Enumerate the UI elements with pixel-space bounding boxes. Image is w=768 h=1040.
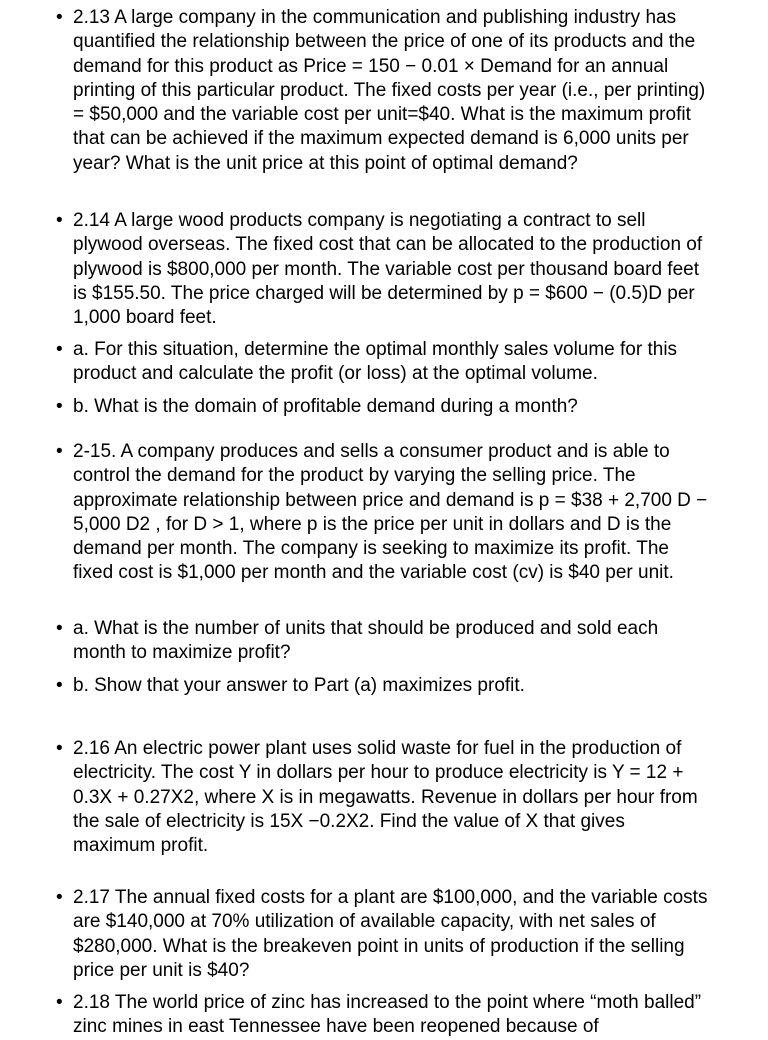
problem-2-17: [56, 886, 712, 983]
problem-text: b. Show that your answer to Part (a) maximizes profit.: [73, 675, 525, 696]
problem-2-16: [56, 737, 712, 858]
problem-text: b. What is the domain of profitable demand during a month?: [73, 396, 578, 417]
problem-text: 2.16 An electric power plant uses solid waste for fuel in the production of electricity. The cost Y in dollars per hour to produce electricity is Y = 12 + 0.3X + 0.27X2, where X is in megawatts. Revenue in dollars per hour from the sale of electricity is 15X −0.2X2. Find the value of X that gives maximum profit.: [73, 738, 698, 857]
bullet-icon: •: [56, 675, 63, 696]
bullet-icon: •: [56, 396, 63, 417]
problem-text: 2.18 The world price of zinc has increased to the point where “moth balled” zinc mines in east Tennessee have been reopened because of: [73, 992, 702, 1038]
problem-2-14: [56, 209, 712, 330]
problem-text: 2.13 A large company in the communication and publishing industry has quantified the relationship between the price of one of its products and the demand for this product as Price = 150 − 0.01 × Demand for an annual printing of this particular product. The fixed costs per year (i.e., per printing) = $50,000 and the variable cost per unit=$40. What is the maximum profit that can be achieved if the maximum expected demand is 6,000 units per year? What is the unit price at this point of optimal demand?: [73, 7, 706, 174]
bullet-icon: •: [56, 7, 63, 28]
problem-text: 2-15. A company produces and sells a consumer product and is able to control the demand for the product by varying the selling price. The approximate relationship between price and demand is p = $38 + 2,700 D − 5,000 D2 , for D > 1, where p is the price per unit in dollars and D is the demand per month. The company is seeking to maximize its profit. The fixed cost is $1,000 per month and the variable cost (cv) is $40 per unit.: [73, 441, 708, 584]
bullet-icon: •: [56, 210, 63, 231]
bullet-icon: •: [56, 339, 63, 360]
bullet-icon: •: [56, 887, 63, 908]
problem-2-15-part-b: [56, 674, 712, 698]
problem-2-15-part-a: [56, 617, 712, 666]
problem-text: a. For this situation, determine the optimal monthly sales volume for this product and calculate the profit (or loss) at the optimal volume.: [73, 339, 678, 385]
problem-2-15: [56, 440, 712, 586]
problem-text: 2.17 The annual fixed costs for a plant are $100,000, and the variable costs are $140,000 at 70% utilization of available capacity, with net sales of $280,000. What is the breakeven point in units of production if the selling price per unit is $40?: [73, 887, 708, 981]
problem-2-14-part-b: [56, 395, 712, 419]
problem-2-13: [56, 6, 712, 176]
bullet-icon: •: [56, 441, 63, 462]
bullet-icon: •: [56, 992, 63, 1013]
bullet-icon: •: [56, 618, 63, 639]
problem-2-14-part-a: [56, 338, 712, 387]
problem-2-18: [56, 991, 712, 1040]
problem-text: a. What is the number of units that should be produced and sold each month to maximize profit?: [73, 618, 659, 664]
problem-text: 2.14 A large wood products company is negotiating a contract to sell plywood overseas. The fixed cost that can be allocated to the production of plywood is $800,000 per month. The variable cost per thousand board feet is $155.50. The price charged will be determined by p = $600 − (0.5)D per 1,000 board feet.: [73, 210, 703, 329]
bullet-icon: •: [56, 738, 63, 759]
